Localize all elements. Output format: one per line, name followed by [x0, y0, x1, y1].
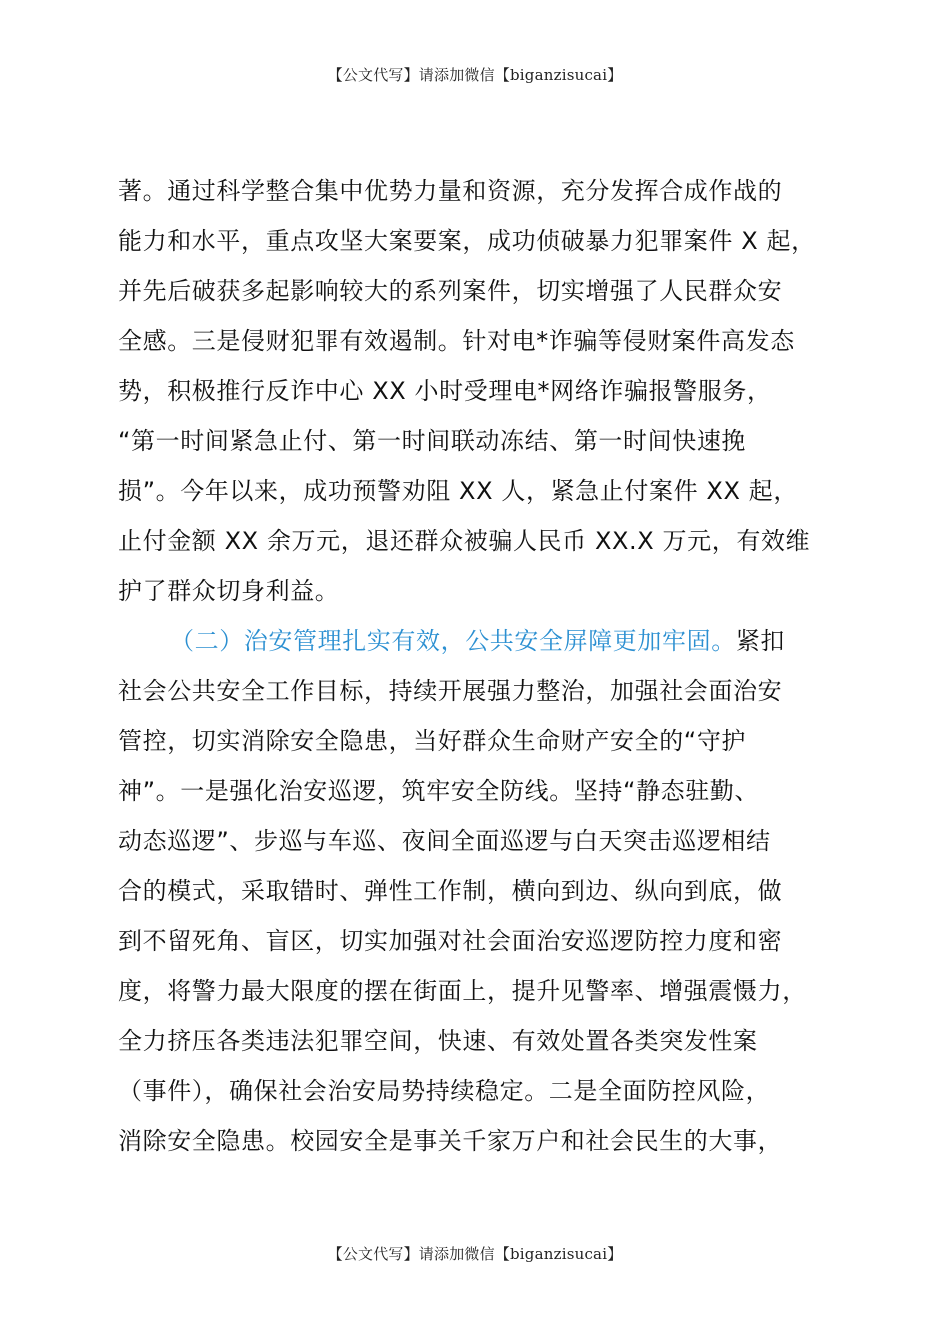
section-heading: （二）治安管理扎实有效，公共安全屏障更加牢固。	[170, 627, 736, 655]
text-line: 到不留死角、盲区，切实加强对社会面治安巡逻防控力度和密	[118, 927, 783, 955]
text-line: 社会公共安全工作目标，持续开展强力整治，加强社会面治安	[118, 677, 783, 705]
text-line: 合的模式，采取错时、弹性工作制，横向到边、纵向到底，做	[118, 877, 783, 905]
text-line: 能力和水平，重点攻坚大案要案，成功侦破暴力犯罪案件 X 起，	[118, 227, 816, 255]
document-body	[118, 166, 838, 1166]
text-line: 全力挤压各类违法犯罪空间，快速、有效处置各类突发性案	[118, 1027, 758, 1055]
text-line: 管控，切实消除安全隐患，当好群众生命财产安全的“守护	[118, 727, 747, 755]
text-line: “第一时间紧急止付、第一时间联动冻结、第一时间快速挽	[118, 427, 747, 455]
section-heading-line	[118, 616, 838, 666]
text-line: 止付金额 XX 余万元，退还群众被骗人民币 XX.X 万元，有效维	[118, 527, 811, 555]
text-line: （事件），确保社会治安局势持续稳定。二是全面防控风险，	[118, 1077, 771, 1105]
text-line: 著。通过科学整合集中优势力量和资源，充分发挥合成作战的	[118, 177, 783, 205]
text-line: 全感。三是侵财犯罪有效遏制。针对电*诈骗等侵财案件高发态	[118, 327, 795, 355]
text-line: 势，积极推行反诈中心 XX 小时受理电*网络诈骗报警服务，	[118, 377, 772, 405]
text-line: 神”。一是强化治安巡逻，筑牢安全防线。坚持“静态驻勤、	[118, 777, 760, 805]
text-line: 消除安全隐患。校园安全是事关千家万户和社会民生的大事，	[118, 1127, 783, 1155]
text-line: 护了群众切身利益。	[118, 577, 340, 605]
text-line: 损”。今年以来，成功预警劝阻 XX 人，紧急止付案件 XX 起，	[118, 477, 798, 505]
text-line: 度，将警力最大限度的摆在街面上，提升见警率、增强震慑力，	[118, 977, 807, 1005]
page-header: 【公文代写】请添加微信【biganzisucai】	[327, 66, 623, 84]
text-line: 动态巡逻”、步巡与车巡、夜间全面巡逻与白天突击巡逻相结	[118, 827, 771, 855]
text-line: 并先后破获多起影响较大的系列案件，切实增强了人民群众安	[118, 277, 783, 305]
heading-line-text: 紧扣	[735, 627, 786, 655]
page-footer: 【公文代写】请添加微信【biganzisucai】	[327, 1245, 623, 1263]
